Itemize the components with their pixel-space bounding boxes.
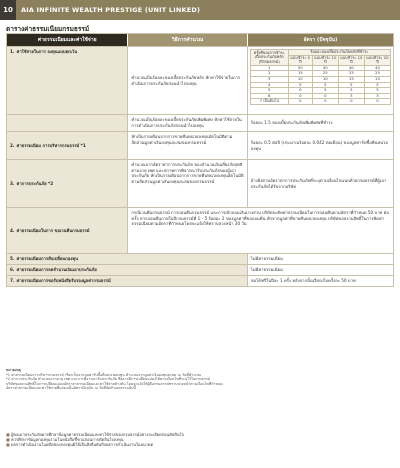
- rate-row: 4 5 5 5 5: [250, 82, 390, 88]
- disclaimer-item: ■ ผู้ขอเอาประกันภัยควรศึกษาข้อมูลค่าธรรมเนียมและค่าใช้จ่ายของกรมธรรม์อย่างละเอียดก่อนตัดสินใจ: [6, 432, 394, 437]
- row-rate: ร้อยละ 1.5 ของเบี้ยประกันภัยเพิ่มพิเศษที่ชำระ: [248, 115, 393, 131]
- rate-sub-header: แบบชำระ 10 ปี: [314, 54, 337, 65]
- rate-col-header: ครั้งที่ของการชำระเบี้ยประกันภัยหลัก (ปีกรมธรรม์): [250, 50, 288, 66]
- rate-sub-header: แบบชำระ 15 ปี: [340, 54, 363, 65]
- rate-row: 5 0 5 5 5: [250, 88, 390, 94]
- row-calculation: คำนวณจากอัตราค่าการประกันภัย ของจำนวนเงินเสี่ยงภัยสุทธิ ตามอายุ เพศ และสภาพการพิจารณารับประกันภัยของผู้เอาประกันภัย หักเป็นรายเดือนจากการขายคืนหน่วยลงทุนอัตโนมัติตามสัดส่วนมูลค่าเงินลงทุนสะสมของกรมธรรม์: [128, 160, 247, 207]
- table-row: [7, 207, 393, 253]
- table-row: [7, 253, 393, 264]
- product-title: AIA INFINITE WEALTH PRESTIGE (UNIT LINKED): [21, 6, 201, 14]
- row-calculation: คำนวณเป็นร้อยละของเบี้ยประกันภัยหลัก หักค่าใช้จ่ายในการดำเนินการประกันภัยก่อนนำไปลงทุน: [128, 47, 247, 114]
- footnotes: [6, 368, 394, 391]
- footnote: *2 ค่าการประกันภัย คำนวณจากอายุ เพศ และการพิจารณารับประกันภัย ซึ่งอาจมีการเปลี่ยนแปลงได้ตามเงื่อนไขที่ระบุไว้ในกรมธรรม์: [6, 377, 211, 382]
- row-calculation: คำนวณเป็นร้อยละของเบี้ยประกันภัยเพิ่มพิเศษ หักค่าใช้จ่ายในการดำเนินการประกันภัยก่อนนำไปลงทุน: [128, 115, 247, 131]
- row-rate: อ้างอิงตามอัตราค่าการประกันภัยที่ระบุตามเงื่อนไขแนบท้ายกรมธรรม์ที่ผู้เอาประกันภัยได้รับจากบริษัท: [248, 160, 393, 207]
- row-description: กรณีเวนคืนกรมธรรม์ การถอนคืนกรมธรรม์ และการเบิกถอนเงินบางส่วน บริษัทจะคิดค่าธรรมเนียมในการถอนคืนตามอัตราที่กำหนด 50 บาท ต่อครั้ง หากถอนคืนภายในปีกรมธรรม์ที่ 1 - 5 ร้อยละ 2 ของมูลค่าที่ขอถอนคืน หักจากมูลค่าที่ขายคืนหน่วยลงทุน บริษัทขอสงวนสิทธิ์ในการคิดค่าธรรมเนียมตามอัตราที่กำหนดโดยจะแจ้งให้ทราบล่วงหน้า 30 วัน: [128, 208, 393, 253]
- row-label: 5. ค่าธรรมเนียมการสับเปลี่ยนกองทุน: [7, 254, 248, 264]
- disclaimer-bullets: [6, 432, 394, 448]
- rate-row: 2 15 25 25 25: [250, 71, 390, 77]
- footnote: บริษัทขอสงวนสิทธิ์ในการเปลี่ยนแปลงอัตราค่าธรรมเนียมและค่าใช้จ่ายข้างต้น โดยจะแจ้งให้ผู้ถือกรมธรรม์ทราบล่วงหน้าตามเงื่อนไขที่กำหนด: [6, 381, 223, 386]
- rate-group-header: ร้อยละของเบี้ยประกันภัยหลักที่ชำระ: [288, 50, 390, 56]
- page-header: [0, 0, 400, 20]
- row-label: 1. ค่าใช้จ่ายในการ ลงทุนแบบยกเว้น: [7, 47, 128, 114]
- rate-sub-header: แบบชำระ 20 ปี: [366, 54, 389, 65]
- footnote: อัตราค่าธรรมเนียมและค่าใช้จ่ายที่แสดงเป็นอัตราปัจจุบัน ณ วันที่จัดทำเอกสารฉบับนี้: [6, 386, 136, 391]
- page-number: 10: [0, 0, 16, 20]
- rate-sub-header: แบบชำระ 5 ปี: [288, 55, 312, 65]
- table-row: [7, 131, 393, 159]
- table-row: [7, 46, 393, 114]
- disclaimer-item: ■ ควรศึกษาข้อมูลกองทุนรวมในหนังสือชี้ชวนก่อนการตัดสินใจลงทุน: [6, 437, 394, 442]
- header-fee-type: ค่าธรรมเนียมและค่าใช้จ่าย: [7, 34, 128, 46]
- rate-row: 7 เป็นต้นไป 0 0 0 0: [250, 99, 390, 105]
- row-rate: ร้อยละ 0.5 ต่อปี (ประมาณร้อยละ 0.042 ต่อเดือน) ของมูลค่ารับซื้อคืนหน่วยลงทุน: [248, 132, 393, 159]
- fee-table: [6, 33, 394, 287]
- row-label: 2. ค่าธรรมเนียม การบริหารกรมธรรม์ *1: [7, 132, 128, 159]
- rate-row: 3 10 10 15 15: [250, 76, 390, 82]
- header-rate: อัตรา (ปัจจุบัน): [248, 34, 393, 46]
- row-rate: ขอได้ฟรีในปีละ 1 ครั้ง หลังจากนั้นเรียกเก็บครั้งละ 50 บาท: [248, 276, 393, 286]
- upfront-rate-table: [250, 49, 391, 105]
- fee-table-header: [7, 34, 393, 46]
- row-rate: ไม่มีค่าธรรมเนียม: [248, 254, 393, 264]
- rate-row: 1 50 40 40 40: [250, 65, 390, 71]
- row-label: 3. ค่าการประกันภัย *2: [7, 160, 128, 207]
- footnote: *1 ค่าธรรมเนียมการบริหารกรมธรรม์ เรียกเก็บจากมูลค่ารับซื้อคืนหน่วยลงทุน คำนวณจากมูลค่าเงินลงทุนสะสม ณ วันที่คำนวณ: [6, 372, 202, 377]
- row-label: [7, 115, 128, 131]
- rate-row: 6 0 0 3 3: [250, 93, 390, 99]
- header-calculation: วิธีการคำนวณ: [128, 34, 247, 46]
- table-row: [7, 159, 393, 207]
- section-title: ตารางค่าธรรมเนียมกรมธรรม์: [6, 25, 90, 33]
- row-rate: ไม่มีค่าธรรมเนียม: [248, 265, 393, 275]
- table-row: [7, 275, 393, 286]
- rate-cell: [248, 47, 393, 114]
- footnote-heading: หมายเหตุ: [6, 368, 21, 372]
- row-label: 7. ค่าธรรมเนียมการขอรับหนังสือรับรองมูลค่ากรมธรรม์: [7, 276, 248, 286]
- row-label: 4. ค่าธรรมเนียมในการ ขอเวนคืนกรมธรรม์: [7, 208, 128, 253]
- row-label: 6. ค่าธรรมเนียมการลดจำนวนเงินเอาประกันภัย: [7, 265, 248, 275]
- row-calculation: หักเป็นรายเดือนจากการขายคืนหน่วยลงทุนอัตโนมัติตามสัดส่วนมูลค่าเงินลงทุนสะสมของกรมธรรม์: [128, 132, 247, 159]
- disclaimer-item: ■ ผลการดำเนินงานในอดีตของกองทุนมิได้เป็นสิ่งยืนยันถึงผลการดำเนินงานในอนาคต: [6, 442, 394, 447]
- table-row: [7, 114, 393, 131]
- table-row: [7, 264, 393, 275]
